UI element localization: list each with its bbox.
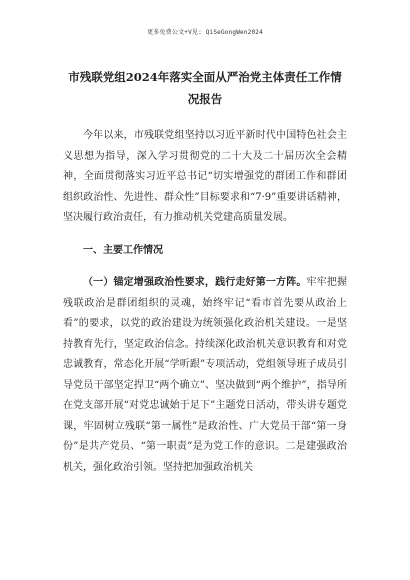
document-title: 市残联党组2024年落实全面从严治党主体责任工作情况报告 <box>68 70 342 106</box>
document-body <box>63 126 347 478</box>
header-note: 更多免费公文+V见: QiSeGongWen2024 <box>147 29 263 36</box>
sub-heading: （一）锚定增强政治性要求，践行走好第一方阵。 <box>83 277 307 288</box>
sub-section-paragraph <box>63 273 347 478</box>
section-heading: 一、主要工作情况 <box>83 244 163 256</box>
intro-paragraph: 今年以来，市残联党组坚持以习近平新时代中国特色社会主义思想为指导，深入学习贯彻党的二十大及二十届历次全会精神，全面贯彻落实习近平总书记“切实增强党的群团工作和群团组织政治性、先进性、群众性”目标要求和“7·9”重要讲话精神，坚决履行政治责任，有力推动机关党建高质量发展。 <box>63 130 347 223</box>
sub-paragraph-text: 牢牢把握残联政治是群团组织的灵魂，始终牢记“看市首先要从政治上看”的要求，以党的政治建设为统领强化政治机关建设。一是坚持教育先行，坚定政治信念。持续深化政治机关意识教育和对党忠诚教育，常态化开展“学听跟”专项活动，党组领导班子成员引导党员干部坚定捍卫“两个确立”、坚决做到“两个维护”，指导所在党支部开展“对党忠诚始于足下”主题党日活动，带头讲专题党课，牢固树立残联“第一属性”是政治性、广大党员干部“第一身份”是共产党员、“第一职责”是为党工作的意识。二是建强政治机关，强化政治引领。坚持把加强政治机关 <box>63 277 348 473</box>
